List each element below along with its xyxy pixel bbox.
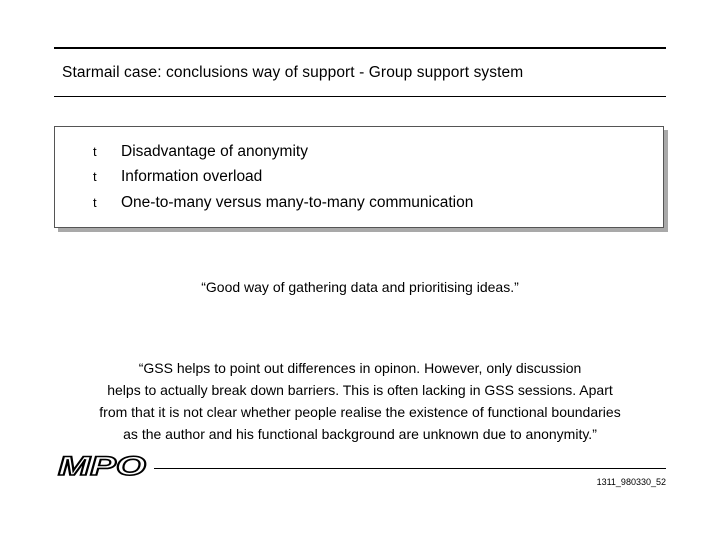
bullet-item bbox=[93, 143, 308, 161]
quote-line: as the author and his functional background are unknown due to anonymity.” bbox=[123, 426, 597, 442]
long-quote bbox=[0, 357, 720, 445]
title-divider bbox=[54, 96, 666, 97]
bullet-marker-icon: t bbox=[93, 169, 97, 184]
quote-line: “GSS helps to point out differences in opinon. However, only discussion bbox=[138, 360, 582, 376]
bullet-marker-icon: t bbox=[93, 195, 97, 210]
short-quote: “Good way of gathering data and prioritising ideas.” bbox=[201, 279, 519, 295]
slide-title: Starmail case: conclusions way of support - Group support system bbox=[62, 64, 524, 81]
bullet-box bbox=[54, 126, 664, 228]
document-code: 1311_980330_52 bbox=[596, 477, 666, 487]
bullet-text: Disadvantage of anonymity bbox=[121, 143, 308, 160]
mpo-logo bbox=[54, 452, 150, 480]
top-divider bbox=[54, 47, 666, 49]
logo-text: MPO bbox=[58, 452, 146, 480]
bullet-marker-icon: t bbox=[93, 144, 97, 159]
bullet-item bbox=[93, 194, 473, 212]
bullet-text: Information overload bbox=[121, 168, 263, 185]
quote-line: helps to actually break down barriers. This is often lacking in GSS sessions. Apart bbox=[107, 382, 613, 398]
bullet-item bbox=[93, 168, 262, 186]
footer-divider bbox=[154, 468, 666, 469]
quote-line: from that it is not clear whether people realise the existence of functional boundaries bbox=[99, 404, 621, 420]
bullet-text: One-to-many versus many-to-many communication bbox=[121, 194, 474, 211]
